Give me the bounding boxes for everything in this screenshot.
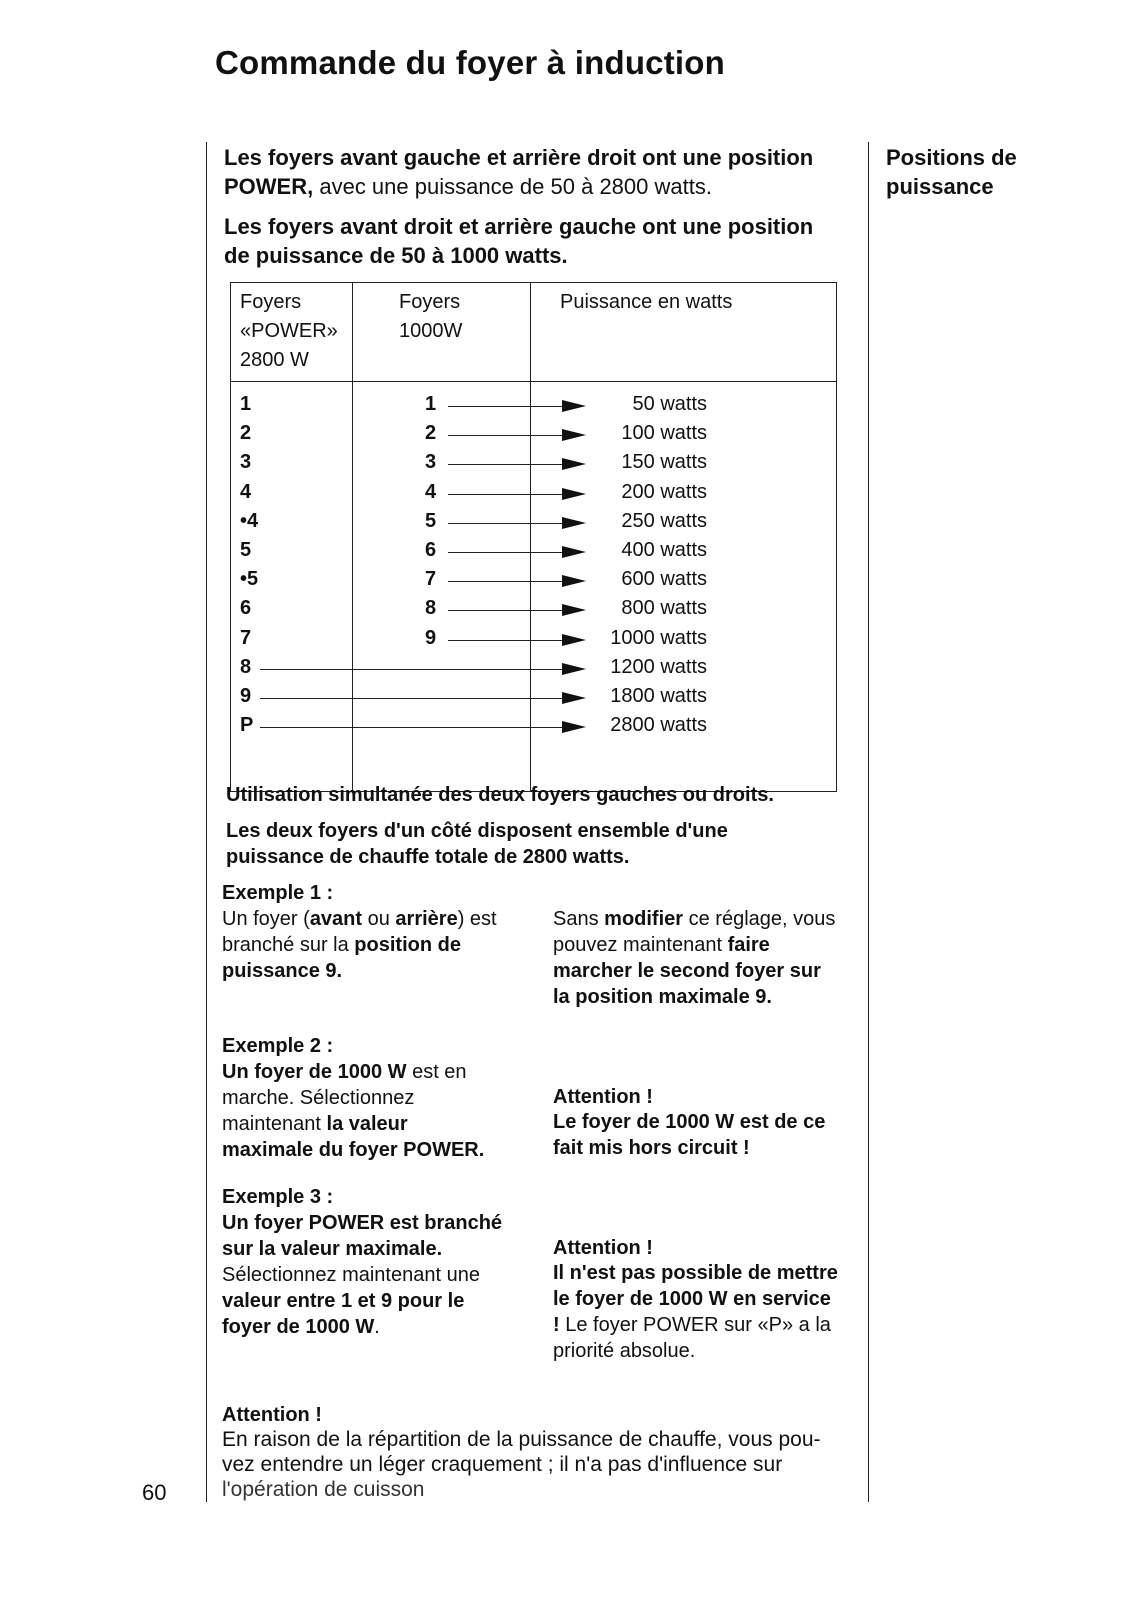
connector-line	[448, 494, 562, 495]
example-1-text: Un foyer (avant ou arrière) est branché sur la position de puissance 9.	[222, 908, 497, 982]
watt-value: 800 watts	[621, 597, 707, 620]
watt-value: 50 watts	[632, 393, 707, 415]
table-header-separator	[230, 381, 837, 382]
intro-p1-bold: Les foyers avant gauche et arrière droit ont une position POWER,	[224, 145, 814, 199]
table-col-divider-2	[530, 282, 531, 792]
example-1-result: Sans modifier ce réglage, vous pouvez maintenant faire marcher le second foyer sur la position maximale 9.	[553, 908, 836, 1008]
level-1000w: 3	[425, 451, 437, 474]
example-3-label: Exemple 3 :	[222, 1186, 334, 1208]
header-1000w-line: 1000W	[399, 320, 463, 342]
power-level: •4	[240, 509, 259, 532]
arrow-icon	[562, 458, 586, 470]
power-level: 2	[240, 422, 252, 445]
footer-line: vez entendre un léger craquement ; il n'a pas d'influence sur	[222, 1453, 783, 1476]
connector-line	[448, 435, 562, 436]
header-power-line: «POWER»	[240, 320, 338, 342]
level-1000w: 9	[425, 626, 437, 649]
power-level: 8	[240, 655, 252, 678]
connector-line	[448, 552, 562, 553]
watt-value: 1800 watts	[610, 685, 707, 707]
table-header-1000w	[399, 288, 462, 346]
level-1000w: 7	[425, 568, 437, 591]
watt-value: 600 watts	[621, 568, 707, 591]
power-level: 6	[240, 597, 252, 620]
level-1000w: 4	[425, 480, 437, 503]
connector-line	[260, 727, 562, 728]
connector-line	[448, 640, 562, 641]
header-power-line: 2800 W	[240, 349, 309, 371]
simul-paragraph: Les deux foyers d'un côté disposent ensemble d'une puissance de chauffe totale de 2800 watts.	[226, 820, 728, 868]
watt-value: 150 watts	[621, 451, 707, 474]
table-header-power	[240, 288, 338, 375]
watt-value: 1000 watts	[610, 626, 707, 649]
arrow-icon	[562, 400, 586, 412]
power-level: 9	[240, 685, 252, 707]
header-power-line: Foyers	[240, 291, 302, 313]
example-1-label: Exemple 1 :	[222, 882, 334, 904]
simul-heading: Utilisation simultanée des deux foyers gauches ou droits.	[226, 784, 774, 806]
table-col-divider-1	[352, 282, 353, 792]
example-3-attention-label: Attention !	[553, 1237, 653, 1259]
level-1000w: 2	[425, 422, 437, 445]
arrow-icon	[562, 546, 586, 558]
connector-line	[448, 464, 562, 465]
watt-value: 2800 watts	[610, 714, 707, 737]
level-1000w: 8	[425, 597, 437, 620]
header-1000w-line: Foyers	[399, 291, 461, 313]
arrow-icon	[562, 429, 586, 441]
footer-attention-text	[222, 1427, 862, 1502]
footer-attention-label: Attention !	[222, 1404, 322, 1426]
example-3-text: Un foyer POWER est branché sur la valeur maximale. Sélectionnez maintenant une valeur entre 1 et 9 pour le foyer de 1000 W.	[222, 1212, 503, 1338]
connector-line	[260, 698, 562, 699]
arrow-icon	[562, 721, 586, 733]
example-2-attention-label: Attention !	[553, 1086, 653, 1108]
watt-value: 1200 watts	[610, 655, 707, 678]
right-margin-rule	[868, 142, 869, 1502]
arrow-icon	[562, 488, 586, 500]
power-level: 1	[240, 393, 252, 415]
intro-p1-rest: avec une puissance de 50 à 2800 watts.	[313, 174, 712, 199]
power-level: P	[240, 714, 254, 737]
power-level: 3	[240, 451, 252, 474]
connector-line	[448, 523, 562, 524]
header-watts-line: Puissance en watts	[560, 291, 733, 313]
level-1000w: 5	[425, 509, 437, 532]
connector-line	[260, 669, 562, 670]
intro-paragraph-2: Les foyers avant droit et arrière gauche ont une position de puissance de 50 à 1000 watts.	[224, 214, 814, 268]
level-1000w: 6	[425, 539, 437, 561]
arrow-icon	[562, 604, 586, 616]
intro-paragraph-1	[224, 143, 844, 201]
page-number: 60	[142, 1480, 167, 1505]
arrow-icon	[562, 663, 586, 675]
power-level: 4	[240, 480, 252, 503]
arrow-icon	[562, 634, 586, 646]
watt-value: 250 watts	[621, 509, 707, 532]
level-1000w: 1	[425, 393, 437, 415]
arrow-icon	[562, 517, 586, 529]
example-2-text: Un foyer de 1000 W est en marche. Sélectionnez maintenant la valeur maximale du foyer POWER.	[222, 1061, 485, 1161]
power-level: 5	[240, 539, 252, 561]
power-level: 7	[240, 626, 252, 649]
connector-line	[448, 581, 562, 582]
watt-value: 100 watts	[621, 422, 707, 445]
connector-line	[448, 610, 562, 611]
side-heading-text: Positions de puissance	[886, 145, 1017, 199]
example-2-label: Exemple 2 :	[222, 1035, 334, 1057]
footer-line: l'opération de cuisson	[222, 1478, 425, 1501]
watt-value: 400 watts	[621, 539, 707, 561]
table-header-watts	[560, 288, 732, 317]
watt-value: 200 watts	[621, 480, 707, 503]
connector-line	[448, 406, 562, 407]
footer-line: En raison de la répartition de la puissance de chauffe, vous pou-	[222, 1428, 821, 1451]
example-2-attention-text: Le foyer de 1000 W est de ce fait mis hors circuit !	[553, 1111, 826, 1159]
left-margin-rule	[206, 142, 207, 1502]
page-title: Commande du foyer à induction	[215, 44, 726, 81]
arrow-icon	[562, 692, 586, 704]
power-level: •5	[240, 568, 259, 591]
side-heading	[886, 143, 1036, 201]
example-3-attention-text: Il n'est pas possible de mettre le foyer de 1000 W en service ! Le foyer POWER sur «P» a la priorité absolue.	[553, 1262, 838, 1362]
arrow-icon	[562, 575, 586, 587]
